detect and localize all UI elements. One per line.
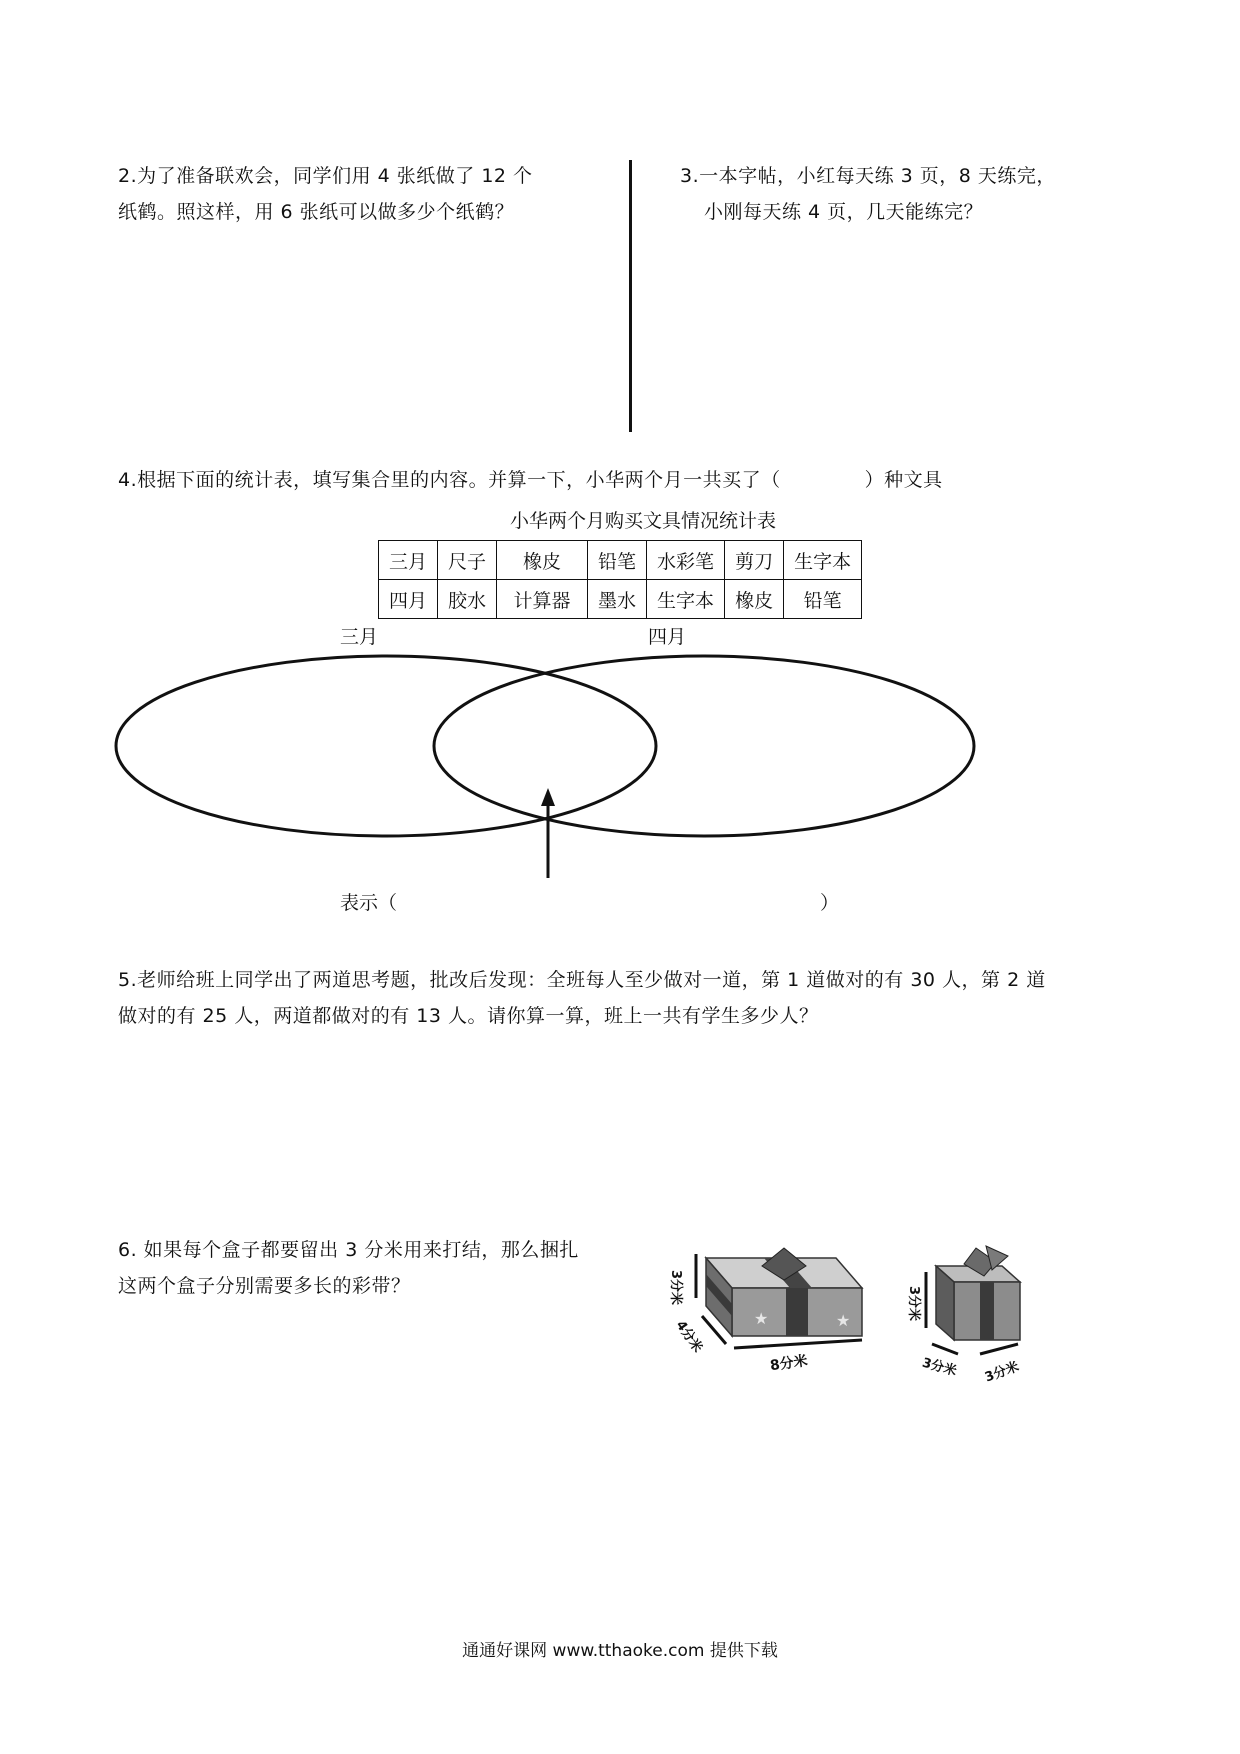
table-title: 小华两个月购买文具情况统计表 xyxy=(509,510,776,532)
table-cell: 生字本 xyxy=(784,541,862,580)
question-6-line-1: 6. 如果每个盒子都要留出 3 分米用来打结，那么捆扎 xyxy=(118,1239,579,1261)
question-6-line-2: 这两个盒子分别需要多长的彩带？ xyxy=(118,1275,411,1297)
table-cell: 尺子 xyxy=(438,541,497,580)
svg-text:★: ★ xyxy=(836,1311,851,1330)
table-cell: 胶水 xyxy=(438,580,497,619)
question-4-prompt-end: ）种文具 xyxy=(864,469,943,491)
question-5-line-2: 做对的有 25 人，两道都做对的有 13 人。请你算一算，班上一共有学生多少人？ xyxy=(118,1005,819,1027)
table-cell: 铅笔 xyxy=(588,541,647,580)
arrow-caption-start: 表示（ xyxy=(340,892,398,914)
question-5-line-1: 5.老师给班上同学出了两道思考题，批改后发现：全班每人至少做对一道，第 1 道做对的有 30 人，第 2 道 xyxy=(118,969,1046,991)
table-cell: 橡皮 xyxy=(725,580,784,619)
table-cell: 橡皮 xyxy=(497,541,588,580)
question-4-prompt-start: 4.根据下面的统计表，填写集合里的内容。并算一下，小华两个月一共买了（ xyxy=(118,469,781,491)
question-2-line-2: 纸鹤。照这样，用 6 张纸可以做多少个纸鹤？ xyxy=(118,201,515,223)
footer-credit: 通通好课网 www.tthaoke.com 提供下载 xyxy=(462,1641,778,1661)
table-cell: 四月 xyxy=(379,580,438,619)
question-2-line-1: 2.为了准备联欢会，同学们用 4 张纸做了 12 个 xyxy=(118,165,533,187)
box1-height-label: 3分米 xyxy=(668,1270,683,1306)
question-5 xyxy=(118,962,1228,1034)
venn-left-label: 三月 xyxy=(340,626,379,648)
gift-box-small xyxy=(892,1236,1042,1386)
question-3-line-1: 3.一本字帖，小红每天练 3 页，8 天练完， xyxy=(680,165,1056,187)
table-cell: 三月 xyxy=(379,541,438,580)
arrow-caption-end: ） xyxy=(820,892,840,914)
box2-height-label: 3分米 xyxy=(906,1286,921,1322)
question-3-line-2: 小刚每天练 4 页，几天能练完？ xyxy=(704,201,984,223)
svg-text:★: ★ xyxy=(754,1309,769,1328)
table-cell: 剪刀 xyxy=(725,541,784,580)
box1-width-label: 8分米 xyxy=(769,1353,809,1375)
table-cell: 生字本 xyxy=(647,580,725,619)
table-cell: 墨水 xyxy=(588,580,647,619)
table-cell: 铅笔 xyxy=(784,580,862,619)
box2-width-label: 3分米 xyxy=(983,1359,1022,1386)
venn-march-ellipse xyxy=(116,656,656,836)
venn-april-ellipse xyxy=(434,656,974,836)
table-cell: 水彩笔 xyxy=(647,541,725,580)
arrow-head xyxy=(541,788,555,806)
box2-depth-label: 3分米 xyxy=(920,1355,959,1380)
venn-right-label: 四月 xyxy=(648,626,687,648)
question-6 xyxy=(118,1232,678,1304)
gift-box-large xyxy=(666,1236,876,1386)
box1-depth-label: 4分米 xyxy=(672,1318,705,1356)
table-cell: 计算器 xyxy=(497,580,588,619)
